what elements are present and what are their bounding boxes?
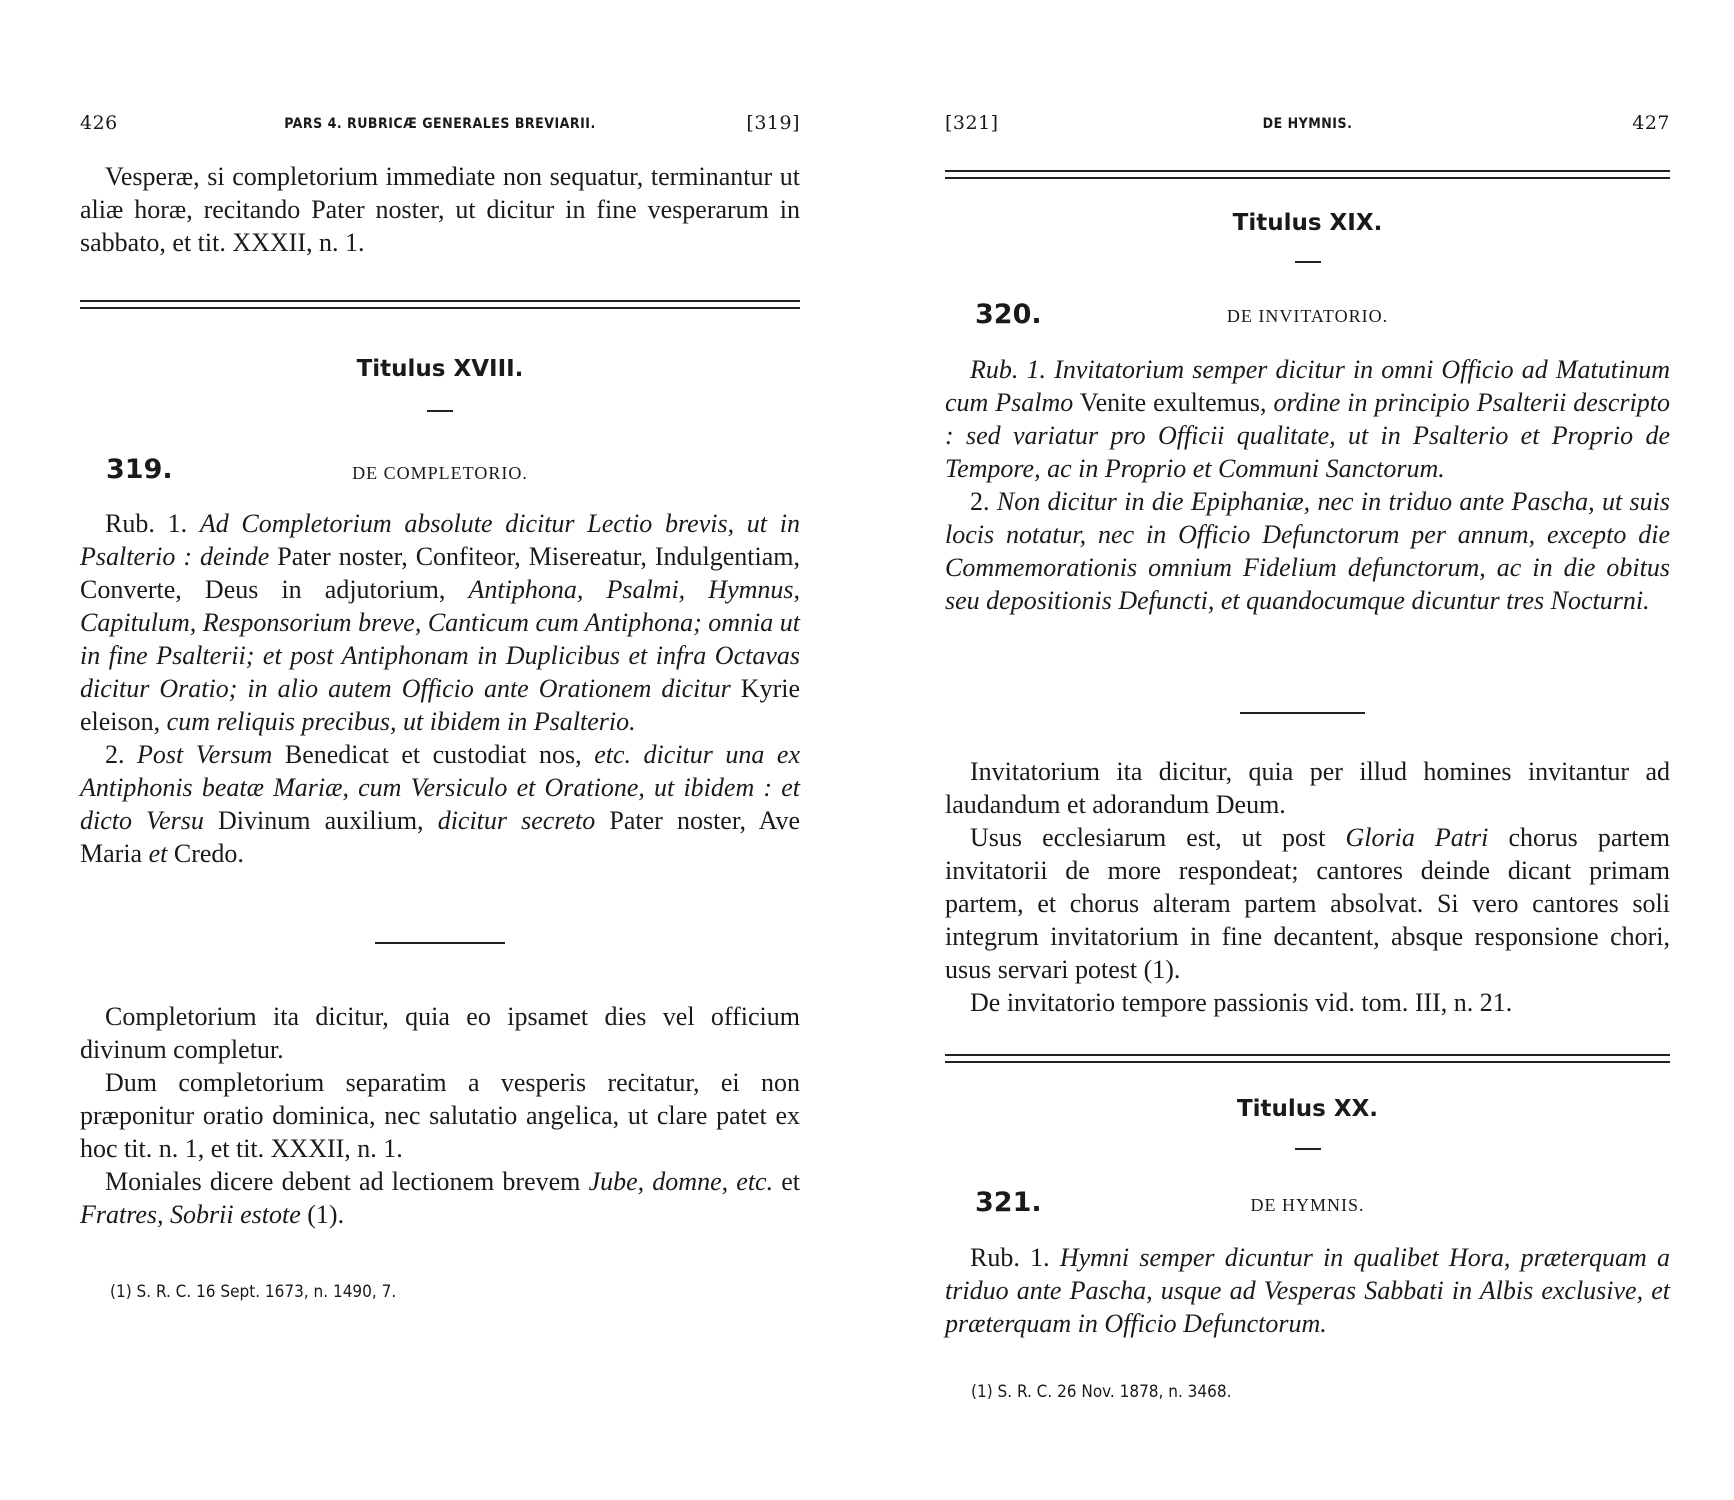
- commentary-paragraph-3: Moniales dicere debent ad lectionem brevem Jube, domne, etc. et Fratres, Sobrii estote (1).: [80, 1167, 801, 1229]
- commentary-right-paragraph-1: Invitatorium ita dicitur, quia per illud homines invitantur ad laudandum et adorandum Deum.: [945, 757, 1670, 819]
- short-rule-right: [1240, 712, 1365, 714]
- section-ref-right: [321]: [945, 112, 999, 134]
- title-dash-right-1: [1295, 261, 1321, 263]
- rubric-invitatorio: [945, 353, 1670, 617]
- opening-text: Vesperæ, si completorium immediate non sequatur, terminantur ut aliæ horæ, recitando Pater noster, ut dicitur in fine vesperarum in sabbato, et tit. XXXII, n. 1.: [80, 162, 800, 257]
- page-number-right: 427: [1632, 112, 1670, 134]
- section-number-320: 320.: [975, 299, 1042, 330]
- opening-paragraph: [80, 160, 800, 259]
- rubric-invitatorio-paragraph-2: 2. Non dicitur in die Epiphaniæ, nec in triduo ante Pascha, ut suis locis notatur, nec in Officio Defunctorum per annum, excepto die Commemorationis omnium Fidelium defunctorum, ac in die obitus seu depositionis Defuncti, et quandocumque dicuntur tres Nocturni.: [945, 487, 1670, 615]
- short-rule-left: [375, 942, 505, 944]
- section-title-invitatorio: DE INVITATORIO.: [1226, 306, 1389, 326]
- footnote-right: (1) S. R. C. 26 Nov. 1878, n. 3468.: [971, 1382, 1232, 1402]
- title-dash-left: [427, 410, 453, 412]
- right-page: [945, 0, 1670, 1500]
- rubric-completorio: [80, 507, 800, 870]
- double-rule-right-bottom: [945, 1054, 1670, 1063]
- rubric-hymnis: [945, 1241, 1670, 1340]
- running-title-right: DE HYMNIS.: [1262, 116, 1353, 132]
- double-rule-right-top: [945, 170, 1670, 179]
- rubric-label: Rub. 1.: [105, 509, 188, 538]
- commentary-right-paragraph-2: Usus ecclesiarum est, ut post Gloria Patri chorus partem invitatorii de more respondeat; cantores deinde dicant primam partem, et chorus alteram partem absolvat. Si vero cantores soli integrum invitatorium in fine decantent, absque responsione chori, usus servari potest (1).: [945, 823, 1671, 984]
- titulus-xx: Titulus XX.: [1236, 1096, 1379, 1122]
- rubric-invitatorio-paragraph-1: Rub. 1. Invitatorium semper dicitur in omni Officio ad Matutinum cum Psalmo Venite exultemus, ordine in principio Psalterii descripto : sed variatur pro Officii qualitate, ut in Psalterio et Proprio de Tempore, ac in Proprio et Communi Sanctorum.: [945, 355, 1671, 483]
- running-head-right: [945, 112, 1670, 142]
- commentary-paragraph-2: Dum completorium separatim a vesperis recitatur, ei non præponitur oratio dominica, nec salutatio angelica, ut clare patet ex hoc tit. n. 1, et tit. XXXII, n. 1.: [80, 1068, 800, 1163]
- section-title-completorio: DE COMPLETORIO.: [352, 463, 528, 483]
- section-title-hymnis: DE HYMNIS.: [1250, 1195, 1365, 1215]
- titulus-xviii: Titulus XVIII.: [356, 356, 524, 382]
- footnote-left: (1) S. R. C. 16 Sept. 1673, n. 1490, 7.: [110, 1282, 397, 1302]
- running-head-left: [80, 112, 800, 142]
- running-title-left: PARS 4. RUBRICÆ GENERALES BREVIARII.: [284, 116, 596, 132]
- commentary-left: [80, 1000, 800, 1231]
- rubric-hymnis-paragraph-1: Rub. 1. Hymni semper dicuntur in qualibet Hora, præterquam a triduo ante Pascha, usque ad Vesperas Sabbati in Albis exclusive, et præterquam in Officio Defunctorum.: [945, 1243, 1671, 1338]
- rubric-paragraph-2: 2. Post Versum Benedicat et custodiat nos, etc. dicitur una ex Antiphonis beatæ Mariæ, cum Versiculo et Oratione, ut ibidem : et dicto Versu Divinum auxilium, dicitur secreto Pater noster, Ave Maria et Credo.: [80, 740, 801, 868]
- commentary-right: [945, 755, 1670, 1019]
- rubric-paragraph-1: Rub. 1. Ad Completorium absolute dicitur Lectio brevis, ut in Psalterio : deinde Pater noster, Confiteor, Misereatur, Indulgentiam, Converte, Deus in adjutorium, Antiphona, Psalmi, Hymnus, Capitulum, Responsorium breve, Canticum cum Antiphona; omnia ut in fine Psalterii; et post Antiphonam in Duplicibus et infra Octavas dicitur Oratio; in alio autem Officio ante Orationem dicitur Kyrie eleison, cum reliquis precibus, ut ibidem in Psalterio.: [80, 509, 801, 736]
- section-number-319: 319.: [106, 454, 173, 485]
- section-number-321: 321.: [975, 1187, 1042, 1218]
- double-rule-left: [80, 300, 800, 309]
- page-number-left: 426: [80, 112, 118, 134]
- title-dash-right-2: [1295, 1148, 1321, 1150]
- left-page: [80, 0, 800, 1500]
- commentary-right-paragraph-3: De invitatorio tempore passionis vid. tom. III, n. 21.: [970, 988, 1513, 1017]
- titulus-xix: Titulus XIX.: [1232, 210, 1383, 236]
- commentary-paragraph-1: Completorium ita dicitur, quia eo ipsamet dies vel officium divinum completur.: [80, 1002, 800, 1064]
- section-ref-left: [319]: [746, 112, 800, 134]
